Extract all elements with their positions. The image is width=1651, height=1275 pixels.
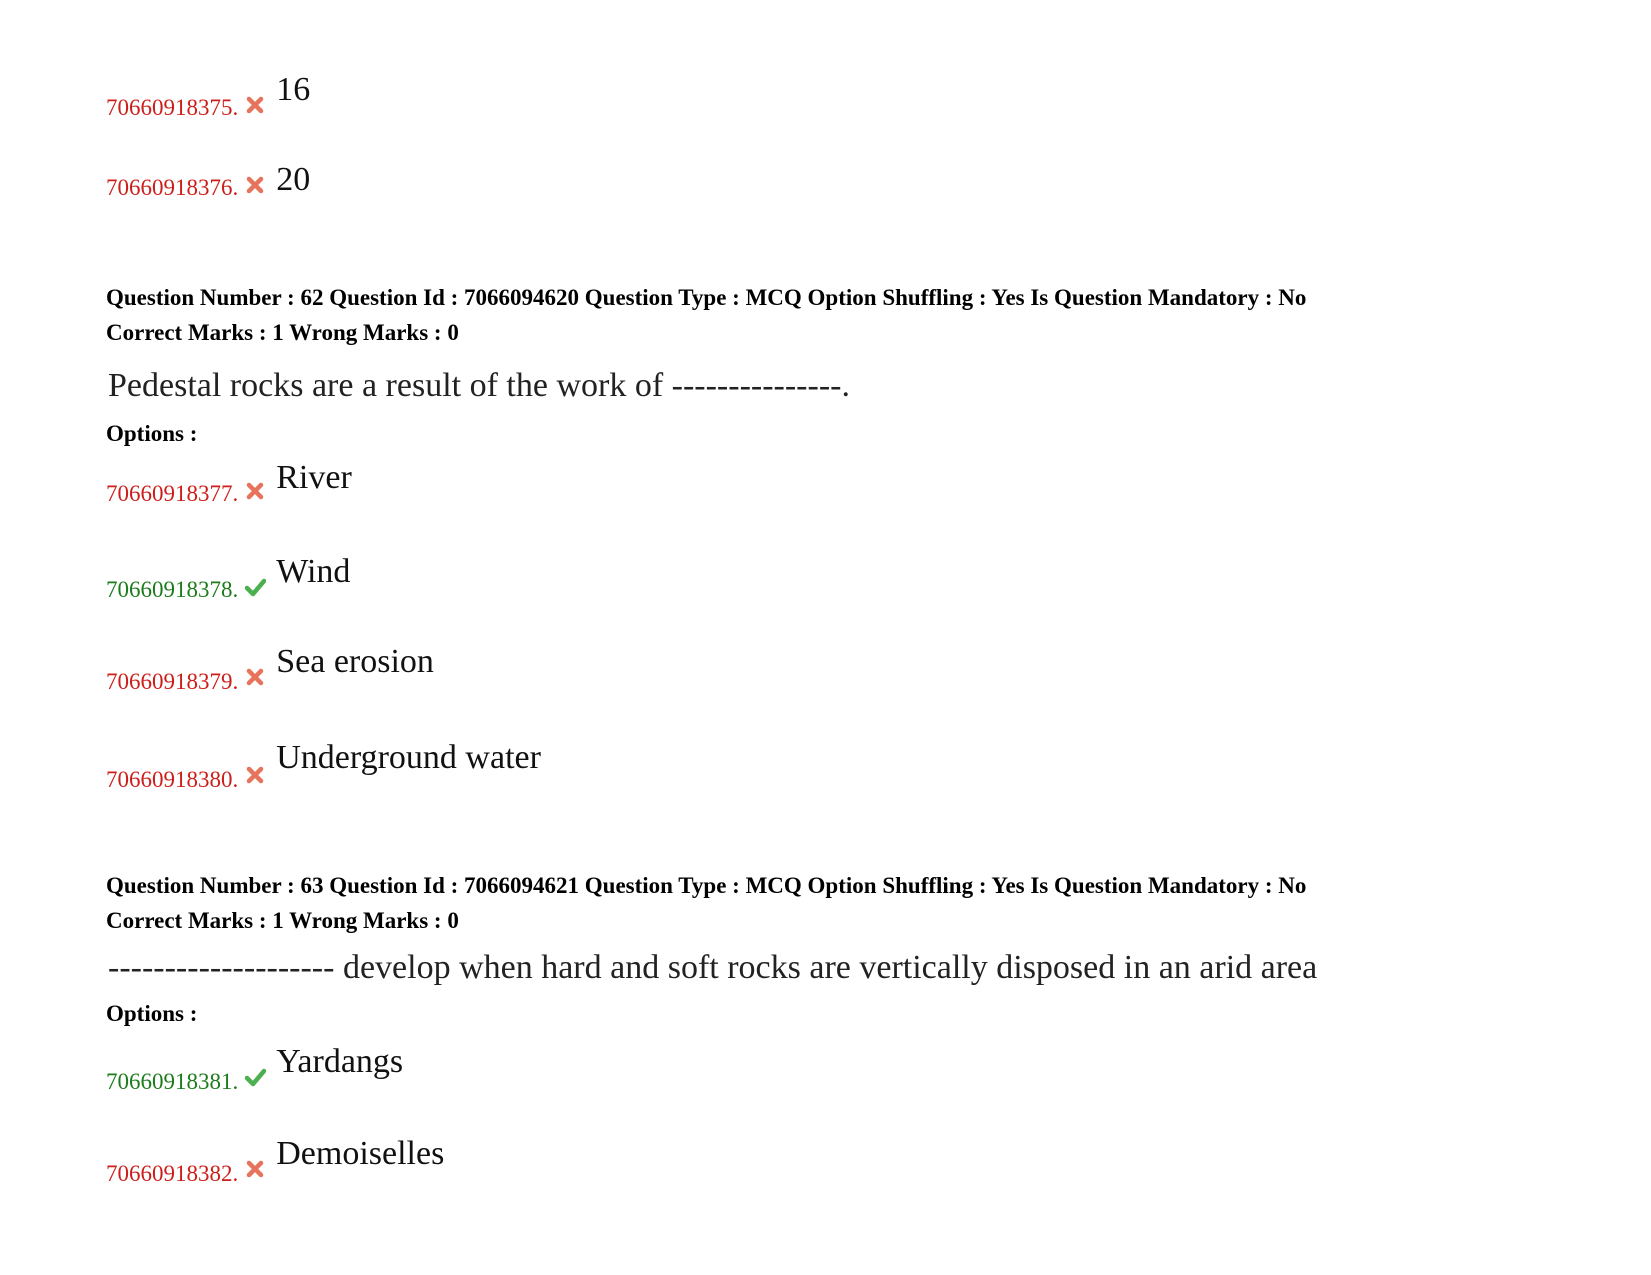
- option-id: 70660918382.: [106, 1161, 239, 1186]
- option-text: River: [276, 459, 352, 496]
- option-row: [106, 1134, 444, 1187]
- option-text: Underground water: [276, 739, 541, 776]
- question-text: Pedestal rocks are a result of the work of ---------------.: [108, 367, 850, 404]
- option-row: [106, 1042, 403, 1095]
- option-text: Demoiselles: [276, 1135, 445, 1172]
- option-text: Wind: [276, 553, 351, 590]
- question-header: [106, 868, 1306, 938]
- cross-icon: [244, 666, 266, 688]
- option-row: [106, 70, 310, 121]
- question-marks: Correct Marks : 1 Wrong Marks : 0: [106, 320, 459, 345]
- question-header: [106, 280, 1306, 350]
- option-row: [106, 642, 434, 695]
- option-text: Yardangs: [276, 1043, 404, 1080]
- option-id: 70660918375.: [106, 95, 239, 120]
- cross-icon: [244, 174, 266, 196]
- question-meta: Question Number : 62 Question Id : 7066094620 Question Type : MCQ Option Shuffling : Yes Is Question Mandatory : No: [106, 285, 1307, 310]
- cross-icon: [244, 1158, 266, 1180]
- check-icon: [244, 576, 266, 598]
- option-row: [106, 458, 352, 507]
- question-meta: Question Number : 63 Question Id : 7066094621 Question Type : MCQ Option Shuffling : Yes Is Question Mandatory : No: [106, 873, 1307, 898]
- option-id: 70660918376.: [106, 175, 239, 200]
- option-text: Sea erosion: [276, 643, 434, 680]
- option-id: 70660918381.: [106, 1069, 239, 1094]
- options-label: Options :: [106, 421, 198, 446]
- check-icon: [244, 1066, 266, 1088]
- option-id: 70660918378.: [106, 577, 239, 602]
- cross-icon: [244, 94, 266, 116]
- option-text: 20: [276, 161, 311, 198]
- option-id: 70660918380.: [106, 767, 239, 792]
- cross-icon: [244, 764, 266, 786]
- option-id: 70660918377.: [106, 481, 239, 506]
- option-row: [106, 160, 310, 201]
- option-row: [106, 738, 541, 793]
- option-row: [106, 552, 350, 603]
- question-text: -------------------- develop when hard and soft rocks are vertically disposed in an arid area: [108, 949, 1318, 986]
- cross-icon: [244, 480, 266, 502]
- option-id: 70660918379.: [106, 669, 239, 694]
- options-label: Options :: [106, 1001, 198, 1026]
- question-marks: Correct Marks : 1 Wrong Marks : 0: [106, 908, 459, 933]
- option-text: 16: [276, 71, 311, 108]
